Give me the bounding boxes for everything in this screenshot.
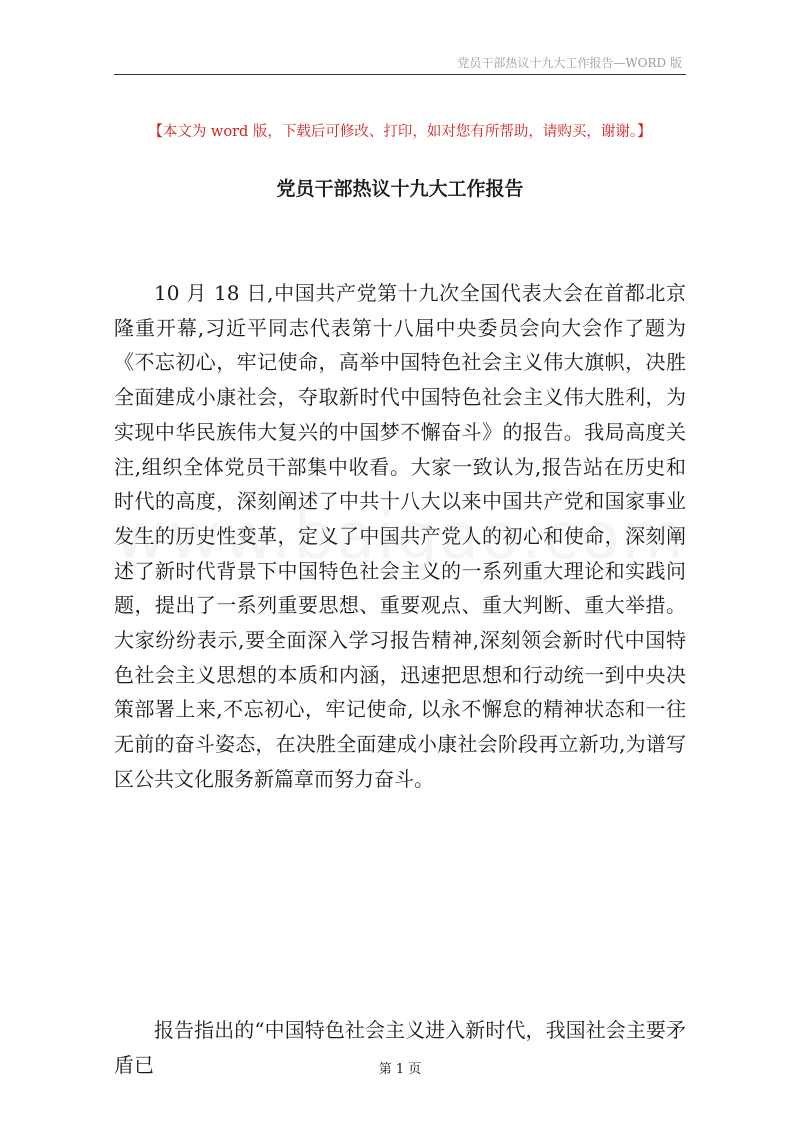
- purchase-notice: 【本文为 word 版，下载后可修改、打印，如对您有所帮助，请购买，谢谢。】: [148, 124, 652, 140]
- body-paragraph-2: 报告指出的“中国特色社会主义进入新时代，我国社会主要矛盾已: [114, 1018, 686, 1077]
- running-header: 党员干部热议十九大工作报告—WORD 版: [457, 56, 682, 70]
- document-title: 党员干部热议十九大工作报告: [276, 178, 524, 200]
- body-paragraph-1: 10 月 18 日,中国共产党第十九次全国代表大会在首都北京隆重开幕,习近平同志代表第十八届中央委员会向大会作了题为《不忘初心，牢记使命，高举中国特色社会主义伟大旗帜，决胜全面建成小康社会，夺取新时代中国特色社会主义伟大胜利，为实现中华民族伟大复兴的中国梦不懈奋斗》的报告。我局高度关注,组织全体党员干部集中收看。大家一致认为,报告站在历史和时代的高度，深刻阐述了中共十八大以来中国共产党和国家事业发生的历史性变革，定义了中国共产党人的初心和使命，深刻阐述了新时代背景下中国特色社会主义的一系列重大理论和实践问题，提出了一系列重要思想、重要观点、重大判断、重大举措。大家纷纷表示,要全面深入学习报告精神,深刻领会新时代中国特色社会主义思想的本质和内涵，迅速把思想和行动统一到中央决策部署上来,不忘初心，牢记使命, 以永不懈怠的精神状态和一往无前的奋斗姿态，在决胜全面建成小康社会阶段再立新功,为谱写区公共文化服务新篇章而努力奋斗。: [114, 281, 686, 791]
- header-divider: [114, 74, 686, 75]
- page-number: 第 1 页: [378, 1062, 422, 1077]
